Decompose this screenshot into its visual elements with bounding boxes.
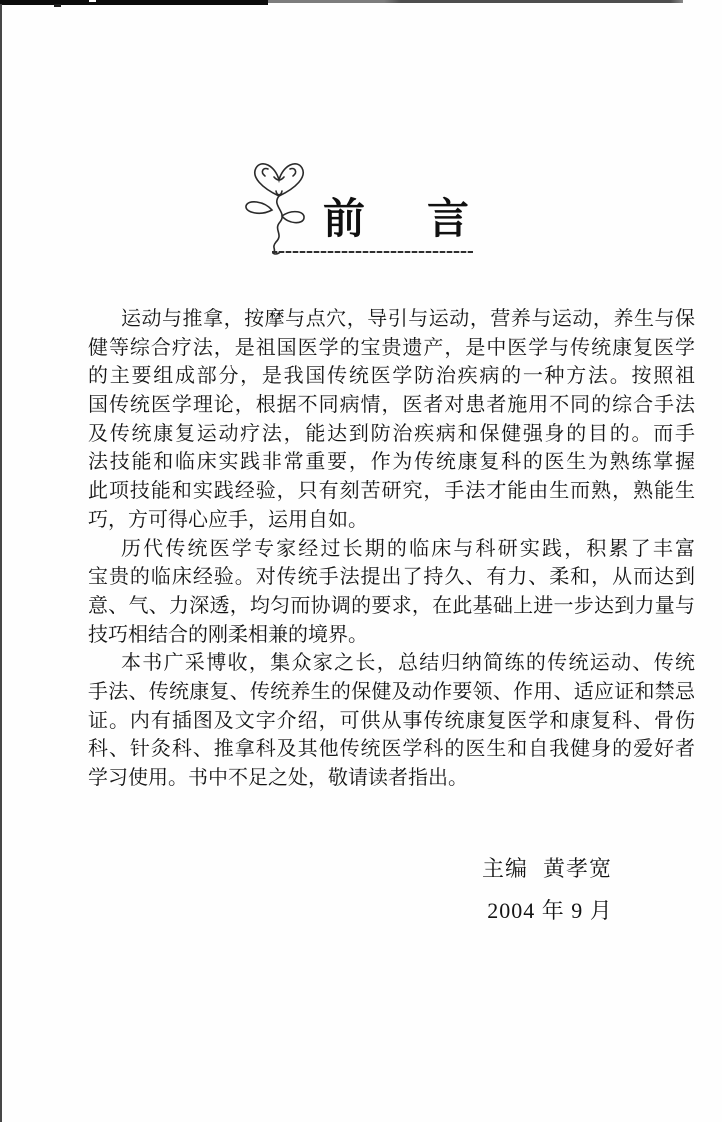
preface-line-13: 本书广采博收，集众家之长，总结归纳简练的传统运动、传统 [121, 652, 695, 675]
preface-line-3: 的主要组成部分，是我国传统医学防治疾病的一种方法。按照祖 [88, 365, 695, 388]
scan-artifact-top-line [268, 0, 683, 3]
preface-line-8: 巧，方可得心应手，运用自如。 [88, 508, 368, 531]
scan-artifact-notch [89, 0, 96, 2]
title-underline [272, 251, 473, 253]
scan-artifact-top-bar [0, 0, 268, 5]
preface-line-17: 学习使用。书中不足之处，敬请读者指出。 [88, 767, 468, 789]
preface-line-2: 健等综合疗法，是祖国医学的宝贵遗产，是中医学与传统康复医学 [88, 336, 695, 359]
flower-sprout-icon [238, 150, 310, 256]
preface-line-14: 手法、传统康复、传统养生的保健及动作要领、作用、适应证和禁忌 [88, 680, 695, 703]
editor-name: 黄孝宽 [543, 856, 613, 881]
preface-line-7: 此项技能和实践经验，只有刻苦研究，手法才能由生而熟，熟能生 [88, 480, 695, 503]
preface-line-15: 证。内有插图及文字介绍，可供从事传统康复医学和康复科、骨伤 [88, 709, 695, 732]
scan-artifact-left-edge [0, 4, 2, 1122]
preface-line-6: 法技能和临床实践非常重要，作为传统康复科的医生为熟练掌握 [88, 451, 695, 474]
preface-line-12: 技巧相结合的刚柔相兼的境界。 [88, 623, 368, 646]
preface-line-16: 科、针灸科、推拿科及其他传统医学科的医生和自我健身的爱好者 [88, 738, 695, 761]
page-title: 前言 [323, 195, 532, 242]
preface-line-9: 历代传统医学专家经过长期的临床与科研实践，积累了丰富 [121, 537, 695, 560]
editor-line [482, 852, 618, 883]
preface-line-10: 宝贵的临床经验。对传统手法提出了持久、有力、柔和，从而达到 [88, 566, 695, 589]
editor-role-label: 主编 [482, 856, 529, 881]
date-line: 2004 年 9 月 [487, 898, 613, 923]
scan-artifact-blob [54, 4, 61, 7]
preface-line-4: 国传统医学理论，根据不同病情，医者对患者施用不同的综合手法 [88, 394, 695, 417]
preface-text-block [88, 305, 695, 793]
preface-line-11: 意、气、力深透，均匀而协调的要求，在此基础上进一步达到力量与 [88, 594, 695, 617]
preface-line-1: 运动与推拿，按摩与点穴，导引与运动，营养与运动，养生与保 [121, 308, 695, 330]
signature-block [482, 852, 618, 925]
preface-line-5: 及传统康复运动疗法，能达到防治疾病和保健强身的目的。而手 [88, 422, 695, 445]
